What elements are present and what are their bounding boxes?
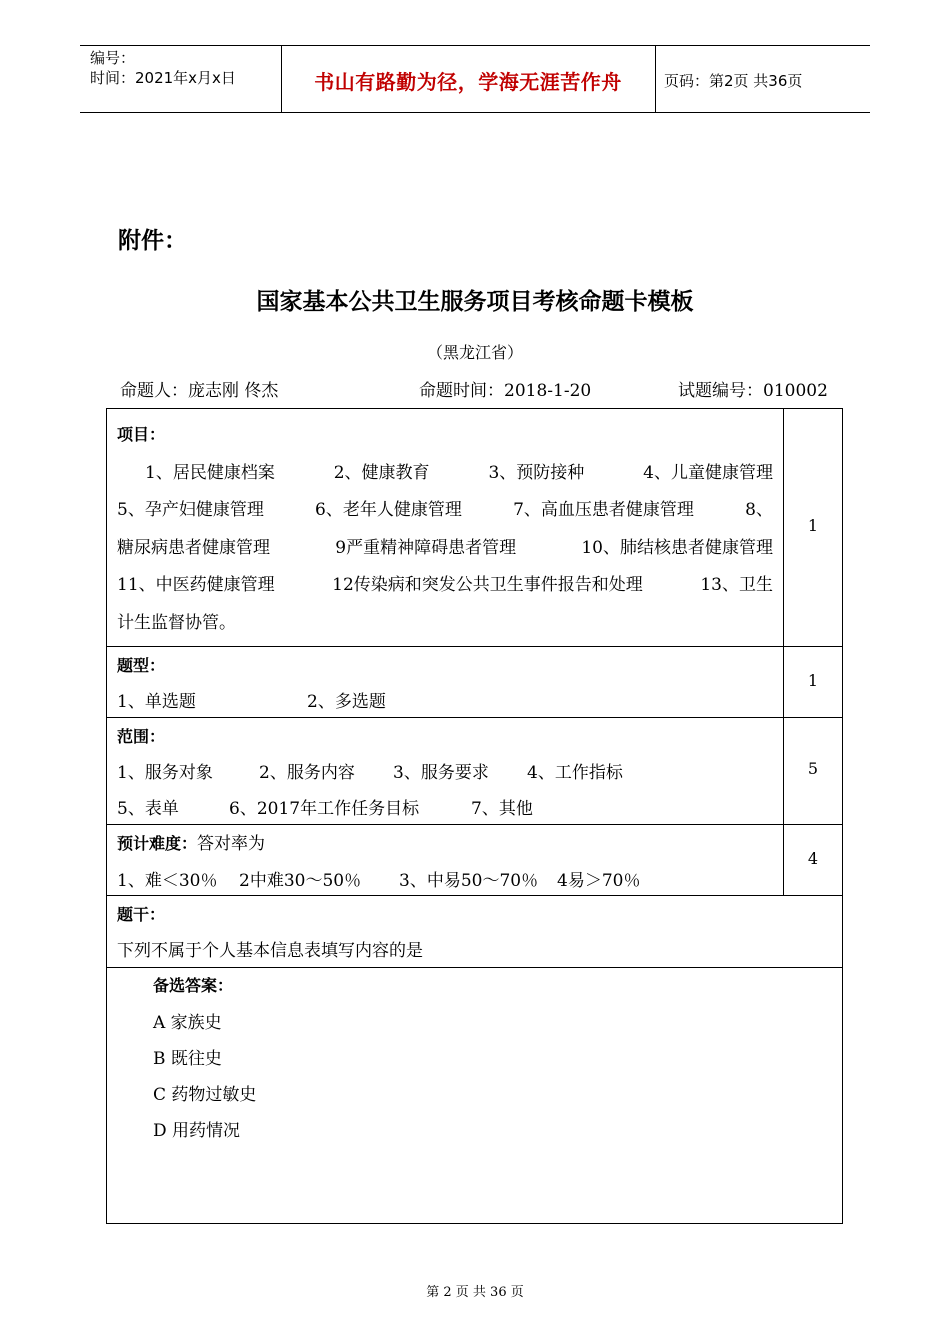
scope-item: 5、表单 [117, 799, 179, 819]
row-divider [107, 895, 842, 896]
difficulty-label: 预计难度： [117, 834, 198, 853]
scope-value: 5 [807, 759, 819, 778]
scope-item: 6、2017年工作任务目标 [229, 799, 420, 819]
stem-text: 下列不属于个人基本信息表填写内容的是 [117, 941, 423, 961]
scope-label: 范围： [117, 727, 166, 746]
project-item: 11、中医药健康管理 [117, 575, 275, 595]
page-footer: 第 2 页 共 36 页 [426, 1285, 524, 1300]
type-option: 1、单选题 [117, 692, 196, 712]
difficulty-option: 3、中易50～70％ [399, 871, 539, 891]
page-title: 国家基本公共卫生服务项目考核命题卡模板 [256, 289, 694, 315]
attachment-label: 附件： [118, 228, 187, 254]
difficulty-value: 4 [807, 849, 819, 868]
answer-option: A 家族史 [153, 1013, 222, 1033]
answer-option: D 用药情况 [153, 1121, 241, 1141]
province-subtitle: （黑龙江省） [426, 343, 523, 362]
project-line [117, 533, 773, 558]
stem-label: 题干： [117, 905, 166, 924]
row-divider [107, 717, 842, 718]
project-item: 1、居民健康档案 [145, 463, 275, 483]
value-column-divider [783, 409, 784, 895]
header-divider [655, 46, 656, 113]
type-value: 1 [807, 671, 819, 690]
project-value: 1 [807, 516, 819, 535]
difficulty-label-line [117, 829, 265, 854]
project-item: 2、健康教育 [333, 463, 430, 483]
meta-question-id: 试题编号：010002 [678, 381, 828, 401]
project-item: 3、预防接种 [488, 463, 585, 483]
meta-author: 命题人：庞志刚 佟杰 [120, 381, 279, 401]
project-item: 4、儿童健康管理 [643, 463, 773, 483]
difficulty-option: 4易＞70％ [557, 871, 641, 891]
project-line [117, 495, 773, 520]
meta-date: 命题时间：2018-1-20 [419, 381, 592, 401]
project-item: 7、高血压患者健康管理 [513, 500, 694, 520]
scope-item: 4、工作指标 [527, 763, 623, 783]
header-motto: 书山有路勤为径，学海无涯苦作舟 [314, 70, 622, 94]
header-number: 编号： [90, 49, 136, 67]
project-item: 9严重精神障碍患者管理 [335, 538, 517, 558]
project-item: 13、卫生 [700, 575, 773, 595]
project-item: 12传染病和突发公共卫生事件报告和处理 [332, 575, 643, 595]
type-label: 题型： [117, 656, 166, 675]
project-line [145, 458, 773, 483]
row-divider [107, 967, 842, 968]
answer-option: B 既往史 [153, 1049, 222, 1069]
question-card-table [106, 408, 843, 1224]
project-item: 计生监督协管。 [117, 613, 236, 633]
difficulty-option: 1、难＜30％ [117, 871, 218, 891]
project-item: 糖尿病患者健康管理 [117, 538, 270, 558]
project-item: 8、 [745, 500, 773, 520]
scope-item: 1、服务对象 [117, 763, 213, 783]
type-option: 2、多选题 [307, 692, 386, 712]
header-page-number: 页码：第2页 共36页 [664, 72, 803, 90]
header-time: 时间：2021年x月x日 [90, 69, 236, 87]
row-divider [107, 646, 842, 647]
scope-item: 7、其他 [471, 799, 533, 819]
header-meta [90, 48, 236, 88]
answer-option: C 药物过敏史 [153, 1085, 257, 1105]
project-item: 10、肺结核患者健康管理 [581, 538, 773, 558]
difficulty-option: 2中难30～50％ [239, 871, 362, 891]
project-label: 项目： [117, 425, 166, 444]
row-divider [107, 824, 842, 825]
project-item: 6、老年人健康管理 [315, 500, 462, 520]
header-top-rule [80, 45, 870, 46]
project-line [117, 570, 773, 595]
scope-item: 3、服务要求 [393, 763, 489, 783]
difficulty-label-suffix: 答对率为 [197, 834, 266, 854]
project-item: 5、孕产妇健康管理 [117, 500, 264, 520]
answers-label: 备选答案： [153, 976, 234, 995]
scope-item: 2、服务内容 [259, 763, 355, 783]
header-bottom-rule [80, 112, 870, 113]
